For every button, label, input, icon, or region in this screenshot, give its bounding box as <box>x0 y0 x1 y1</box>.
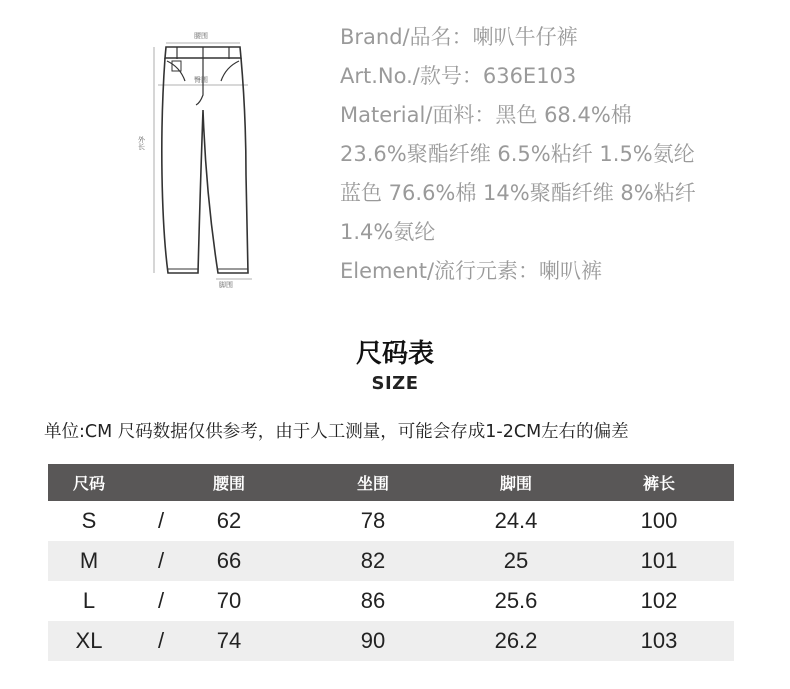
cell-length: 100 <box>640 508 678 533</box>
cell-waist: 70 <box>216 588 242 613</box>
table-row <box>48 541 734 581</box>
cell-hem: 25.6 <box>494 588 538 613</box>
table-row <box>48 501 734 541</box>
side-length-label: 外长 <box>138 136 145 151</box>
info-material-cont-3: 1.4%氨纶 <box>340 220 436 244</box>
info-element: Element/流行元素：喇叭裤 <box>340 259 603 283</box>
cell-hip: 78 <box>360 508 386 533</box>
cell-waist: 66 <box>216 548 242 573</box>
hem-label: 脚围 <box>219 281 233 289</box>
cell-size: XL <box>75 628 103 653</box>
cell-waist: 74 <box>216 628 242 653</box>
jeans-outline-illustration <box>130 25 270 295</box>
table-row <box>48 581 734 621</box>
header-waist: 腰围 <box>212 474 245 493</box>
table-header <box>48 464 734 501</box>
cell-separator: / <box>157 628 165 653</box>
cell-hip: 90 <box>360 628 386 653</box>
cell-size: S <box>81 508 97 533</box>
cell-hip: 86 <box>360 588 386 613</box>
info-material-cont-1: 23.6%聚酯纤维 6.5%粘纤 1.5%氨纶 <box>340 142 695 166</box>
table-row <box>48 621 734 661</box>
product-info <box>340 18 780 291</box>
info-material-cont-2: 蓝色 76.6%棉 14%聚酯纤维 8%粘纤 <box>340 181 696 205</box>
cell-hem: 25 <box>503 548 529 573</box>
cell-size: M <box>79 548 99 573</box>
size-table <box>48 464 734 661</box>
header-hem: 脚围 <box>499 474 532 493</box>
cell-size: L <box>82 588 96 613</box>
header-hip: 坐围 <box>356 474 389 493</box>
header-size: 尺码 <box>72 474 105 493</box>
cell-length: 101 <box>640 548 678 573</box>
info-brand: Brand/品名：喇叭牛仔裤 <box>340 25 578 49</box>
measurement-note: 单位:CM 尺码数据仅供参考，由于人工测量，可能会存成1-2CM左右的偏差 <box>44 422 629 442</box>
cell-separator: / <box>157 548 165 573</box>
cell-hip: 82 <box>360 548 386 573</box>
cell-separator: / <box>157 588 165 613</box>
cell-hem: 26.2 <box>494 628 538 653</box>
waist-label: 腰围 <box>194 32 208 40</box>
info-art-no: Art.No./款号：636E103 <box>340 64 577 88</box>
header-length: 裤长 <box>642 474 675 493</box>
jeans-diagram <box>130 25 270 295</box>
cell-separator: / <box>157 508 165 533</box>
cell-length: 103 <box>640 628 678 653</box>
size-chart-title: 尺码表 <box>355 339 434 369</box>
hip-label: 臀围 <box>194 76 208 84</box>
cell-hem: 24.4 <box>494 508 538 533</box>
info-material: Material/面料：黑色 68.4%棉 <box>340 103 632 127</box>
cell-length: 102 <box>640 588 678 613</box>
cell-waist: 62 <box>216 508 242 533</box>
size-chart-subtitle: SIZE <box>371 373 419 394</box>
